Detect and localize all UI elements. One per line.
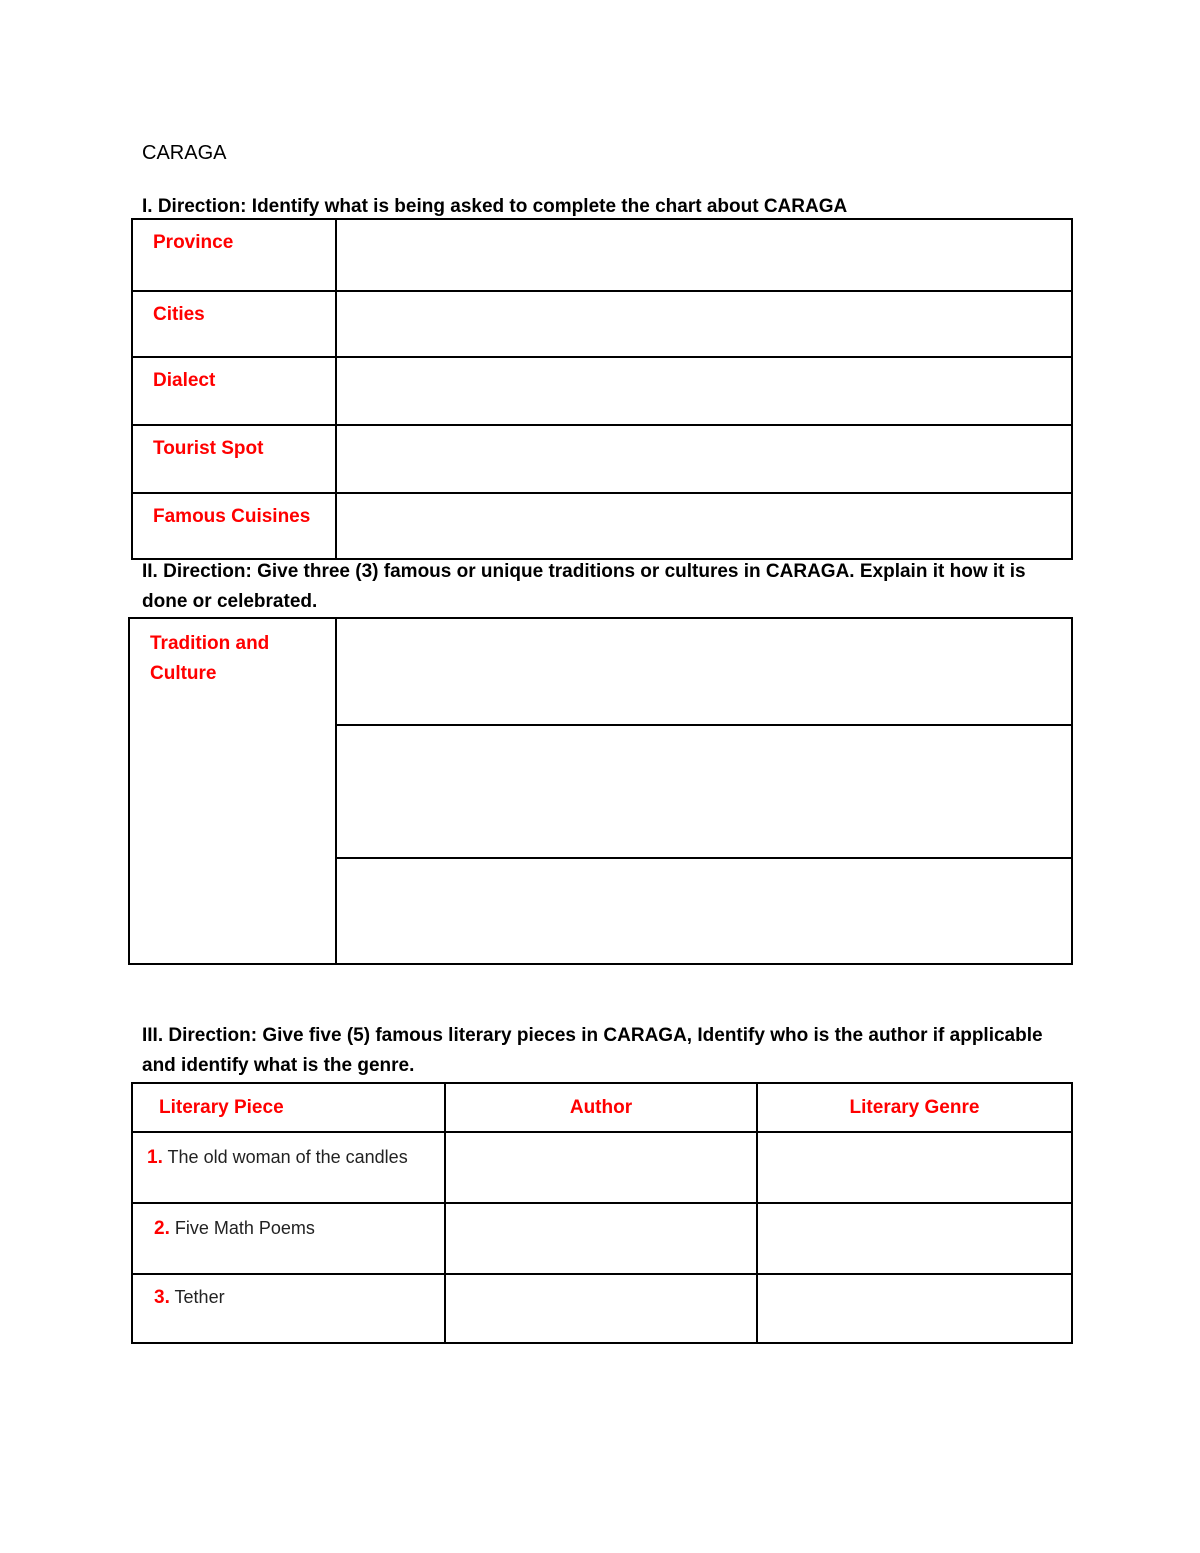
row-label-cell <box>132 291 336 357</box>
table-row <box>132 425 1072 493</box>
literary-pieces-table <box>131 1082 1073 1344</box>
literary-piece-cell <box>132 1203 445 1274</box>
famous-cuisines-label: Famous Cuisines <box>153 506 311 527</box>
caraga-chart-table <box>131 218 1073 560</box>
tradition-answer-cell-3[interactable] <box>336 858 1072 964</box>
header-cell <box>757 1083 1072 1132</box>
row-label-cell <box>132 425 336 493</box>
province-label: Province <box>153 232 234 253</box>
table-row <box>132 493 1072 559</box>
tradition-culture-table <box>128 617 1073 965</box>
genre-answer-cell[interactable] <box>757 1274 1072 1343</box>
row-label-cell <box>132 357 336 425</box>
header-cell <box>445 1083 757 1132</box>
tradition-answer-cell-1[interactable] <box>336 618 1072 725</box>
author-answer-cell[interactable] <box>445 1132 757 1203</box>
cities-label: Cities <box>153 304 205 325</box>
tradition-answer-cell-2[interactable] <box>336 725 1072 858</box>
table-row <box>132 1132 1072 1203</box>
literary-piece-title: Tether <box>174 1287 225 1307</box>
author-answer-cell[interactable] <box>445 1274 757 1343</box>
table-row <box>132 357 1072 425</box>
dialect-label: Dialect <box>153 370 216 391</box>
tradition-culture-label-cell <box>129 618 336 964</box>
literary-genre-header: Literary Genre <box>849 1097 980 1118</box>
table-header-row <box>132 1083 1072 1132</box>
table-row <box>132 291 1072 357</box>
tourist-spot-label: Tourist Spot <box>153 438 264 459</box>
literary-piece-cell <box>132 1274 445 1343</box>
header-cell <box>132 1083 445 1132</box>
row-number: 1. <box>147 1147 163 1168</box>
tradition-culture-label-line2: Culture <box>150 663 217 684</box>
literary-piece-header: Literary Piece <box>159 1097 284 1118</box>
tradition-culture-label-line1: Tradition and <box>150 633 270 654</box>
section3-direction: III. Direction: Give five (5) famous literary pieces in CARAGA, Identify who is the author if applicable and identify what is the genre. <box>142 1025 1043 1076</box>
row-number: 2. <box>154 1218 170 1239</box>
row-label-cell <box>132 493 336 559</box>
author-header: Author <box>569 1097 633 1118</box>
literary-piece-title: The old woman of the candles <box>167 1147 408 1167</box>
table-row <box>132 1274 1072 1343</box>
section2-direction: II. Direction: Give three (3) famous or unique traditions or cultures in CARAGA. Explain it how it is done or celebrated. <box>142 561 1026 612</box>
table-row <box>132 1203 1072 1274</box>
document-title: CARAGA <box>142 142 227 164</box>
dialect-answer-cell[interactable] <box>336 357 1072 425</box>
cities-answer-cell[interactable] <box>336 291 1072 357</box>
genre-answer-cell[interactable] <box>757 1203 1072 1274</box>
table-row <box>129 618 1072 725</box>
famous-cuisines-answer-cell[interactable] <box>336 493 1072 559</box>
genre-answer-cell[interactable] <box>757 1132 1072 1203</box>
section1-direction: I. Direction: Identify what is being asked to complete the chart about CARAGA <box>142 196 848 217</box>
province-answer-cell[interactable] <box>336 219 1072 291</box>
tourist-spot-answer-cell[interactable] <box>336 425 1072 493</box>
table-row <box>132 219 1072 291</box>
row-label-cell <box>132 219 336 291</box>
literary-piece-title: Five Math Poems <box>174 1218 315 1238</box>
row-number: 3. <box>154 1287 170 1308</box>
literary-piece-cell <box>132 1132 445 1203</box>
author-answer-cell[interactable] <box>445 1203 757 1274</box>
